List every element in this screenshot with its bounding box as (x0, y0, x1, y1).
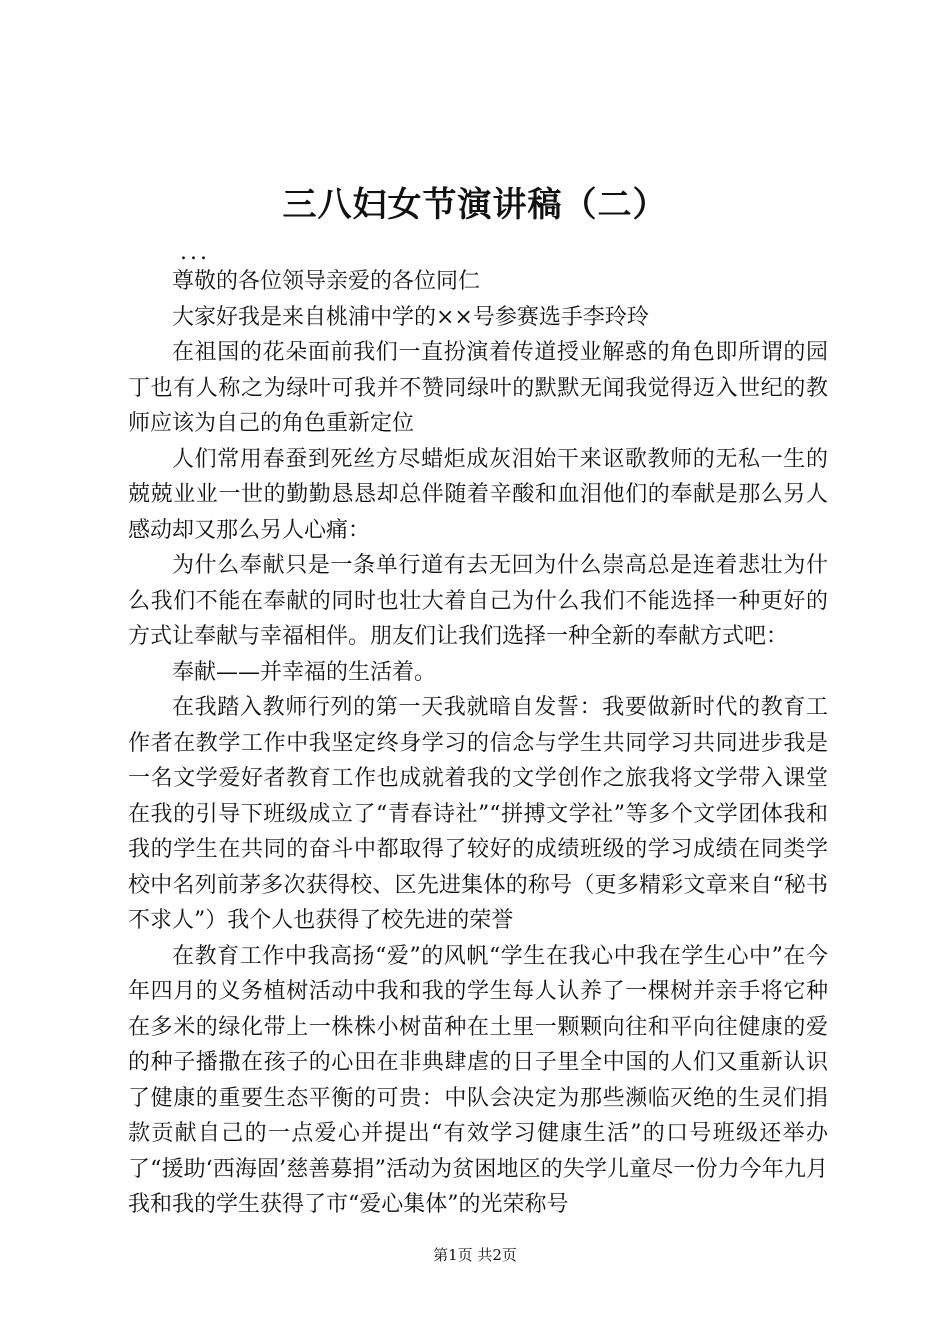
page-footer: 第1页 共2页 (433, 1246, 517, 1264)
paragraph: 在祖国的花朵面前我们一直扮演着传道授业解惑的角色即所谓的园丁也有人称之为绿叶可我并不赞同绿叶的默默无闻我觉得迈入世纪的教师应该为自己的角色重新定位 (128, 340, 828, 436)
paragraph: 在教育工作中我高扬“爱”的风帆“学生在我心中我在学生心中”在今年四月的义务植树活动中我和我的学生每人认养了一棵树并亲手将它种在多米的绿化带上一株株小树苗种在土里一颗颗向往和平向往健康的爱的种子播撒在孩子的心田在非典肆虐的日子里全中国的人们又重新认识了健康的重要生态平衡的可贵：中队会决定为那些濒临灭绝的生灵们捐款贡献自己的一点爱心并提出“有效学习健康生活”的口号班级还举办了“援助‘西海固’慈善募捐”活动为贫困地区的失学儿童尽一份力今年九月我和我的学生获得了市“爱心集体”的光荣称号 (128, 943, 828, 1217)
document-title: 三八妇女节演讲稿（二） (282, 185, 668, 225)
paragraph: 在我踏入教师行列的第一天我就暗自发誓：我要做新时代的教育工作者在教学工作中我坚定终身学习的信念与学生共同学习共同进步我是一名文学爱好者教育工作也成就着我的文学创作之旅我将文学带入课堂在我的引导下班级成立了“青春诗社”“拼搏文学社”等多个文学团体我和我的学生在共同的奋斗中都取得了较好的成绩班级的学习成绩在同类学校中名列前茅多次获得校、区先进集体的称号（更多精彩文章来自“秘书不求人”）我个人也获得了校先进的荣誉 (128, 695, 828, 933)
paragraph: 奉献——并幸福的生活着。 (172, 659, 437, 685)
paragraph: 为什么奉献只是一条单行道有去无回为什么崇高总是连着悲壮为什么我们不能在奉献的同时也壮大着自己为什么我们不能选择一种更好的方式让奉献与幸福相伴。朋友们让我们选择一种全新的奉献方式吧： (128, 553, 828, 649)
document-body (128, 264, 828, 1223)
paragraph: 人们常用春蚕到死丝方尽蜡炬成灰泪始干来讴歌教师的无私一生的兢兢业业一世的勤勤恳恳却总伴随着辛酸和血泪他们的奉献是那么另人感动却又那么另人心痛： (128, 446, 828, 543)
paragraph-salutation: 尊敬的各位领导亲爱的各位同仁 (172, 269, 481, 294)
ellipsis-mark: ... (180, 240, 210, 265)
paragraph-greeting: 大家好我是来自桃浦中学的××号参赛选手李玲玲 (172, 304, 649, 330)
